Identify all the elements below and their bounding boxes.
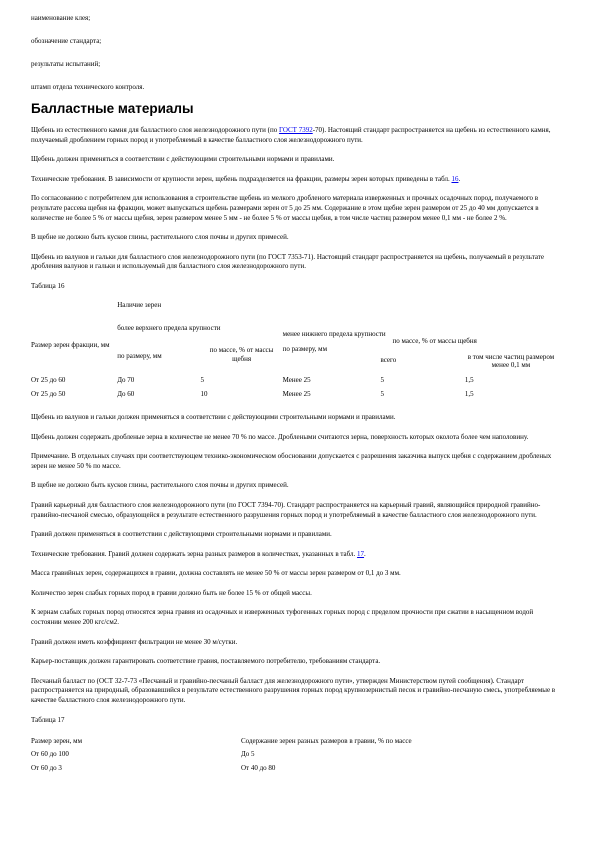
table-16 [31, 301, 557, 401]
paragraph-crushed-grains: Щебень должен содержать дробленые зерна в количестве не менее 70 % по массе. Дроблеными считаются зерна, поверхность которых околота более чем наполовину. [31, 432, 529, 441]
table-cell: 5 [200, 375, 205, 384]
table16-header-size: Размер зерен фракции, мм [31, 340, 110, 349]
field-test-results: результаты испытаний; [31, 60, 101, 68]
paragraph-weak-rocks-def: К зернам слабых горных пород относятся зерна гравия из осадочных и изверженных туфогенных горных пород с пределом прочности при сжатии в насыщенном водой состоянии менее 200 кгс/см2. [31, 608, 534, 627]
link-table-17[interactable]: 17 [357, 549, 365, 558]
table16-header-lower-mass: по массе, % от массы щебня [392, 336, 477, 345]
table-cell: 10 [200, 389, 208, 398]
table17-header-size: Размер зерен, мм [31, 736, 83, 745]
paragraph-weak-rocks: Количество зерен слабых горных пород в гравии должно быть не более 15 % от общей массы. [31, 588, 312, 597]
table-cell: От 40 до 80 [241, 763, 276, 772]
paragraph-impurities: В щебне не должно быть кусков глины, растительного слоя почвы и других примесей. [31, 233, 289, 242]
paragraph-impurities-2: В щебне не должно быть кусков глины, растительного слоя почвы и других примесей. [31, 481, 289, 490]
table-cell: 1,5 [464, 389, 474, 398]
paragraph-note: Примечание. В отдельных случаях при соответствующем технико-экономическом обосновании допускается с разрешения заказчика выпуск щебня с содержанием дробленых зерен не менее 50 % по массе. [31, 452, 552, 470]
table16-header-upper-mass: по массе, % от массы щебня [209, 345, 274, 363]
table16-header-lower: менее нижнего предела крупности [282, 330, 386, 339]
link-gost-7392[interactable]: ГОСТ 7392 [278, 126, 313, 134]
table-cell: От 25 до 60 [31, 375, 66, 384]
paragraph-gravel: Гравий карьерный для балластного слоя железнодорожного пути (по ГОСТ 7394-70). Стандарт распространяется на карьерный гравий, являющийся природной гравийно-гравийно-песчаной смесью, образующейся в результате естественного разрушения горных пород и употребляемый в качестве балластного слоя железнодорожного пути. [31, 500, 541, 519]
field-standard: обозначение стандарта; [31, 37, 102, 45]
table-row [31, 387, 557, 401]
table-cell: 5 [380, 389, 384, 398]
table-cell: 1,5 [464, 375, 474, 384]
label-fields [31, 14, 557, 92]
paragraph-tech-req: Технические требования. В зависимости от крупности зерен, щебень подразделяется на фракции, размеры зерен которых приведены в табл. 16. [31, 174, 461, 183]
paragraph-quarry: Карьер-поставщик должен гарантировать соответствие гравия, поставляемого потребителю, требованиям стандарта. [31, 657, 381, 666]
field-adhesive-name: наименование клея; [31, 14, 91, 22]
paragraph-crushed-stone: Щебень из естественного камня для балластного слоя железнодорожного пути (по ГОСТ 7392-70). Настоящий стандарт распространяется на щебень из естественного камня, получаемый дроблением горных пород и употребляемый в качестве балластного слоя железнодорожного пути. [31, 126, 551, 144]
paragraph-norms: Щебень должен применяться в соответствии с действующими строительными нормами и правилами. [31, 155, 335, 164]
section-heading: Балластные материалы [31, 101, 194, 116]
document-page [31, 14, 557, 775]
table16-header-upper: более верхнего предела крупности [117, 324, 221, 333]
table-row [31, 762, 557, 776]
paragraph-gravel-norms: Гравий должен применяться в соответствии с действующими строительными нормами и правилами. [31, 530, 332, 539]
table-cell: До 60 [117, 389, 135, 398]
table-header-row [31, 735, 557, 749]
table-row [31, 373, 557, 387]
table16-header-upper-size: по размеру, мм [117, 351, 162, 360]
paragraph-gravel-mass: Масса гравийных зерен, содержащихся в гравии, должна составлять не менее 50 % от массы зерен размером от 0,1 до 3 мм. [31, 569, 401, 578]
table-cell: От 60 до 100 [31, 750, 69, 759]
table16-header-lower-fine: в том числе частиц размером менее 0,1 мм [467, 352, 555, 370]
table-cell: До 70 [117, 375, 135, 384]
table16-header-lower-size: по размеру, мм [282, 344, 328, 353]
paragraph-boulders-norms: Щебень из валунов и гальки должен применяться в соответствии с действующими строительными нормами и правилами. [31, 412, 396, 421]
table-cell: До 5 [241, 750, 255, 759]
paragraph-sand-ballast: Песчаный балласт по (ОСТ 32-7-73 «Песчаный и гравийно-песчаный балласт для железнодорожного пути», утвержден Министерством путей сообщения). Стандарт распространяется на природный, образовавшийся в результате естественного разрушения горных пород крупнозернистый песок и гравийно-песчаную смесь, употребляемые в качестве балластного слоя железнодорожного пути. [31, 676, 556, 705]
table-cell: Менее 25 [282, 375, 311, 384]
table17-caption: Таблица 17 [31, 715, 65, 724]
paragraph-boulders: Щебень из валунов и гальки для балластного слоя железнодорожного пути (по ГОСТ 7353-71). Настоящий стандарт распространяется на щебень, получаемый в результате дробления валунов и гальки и используемый для балластного слоя железнодорожного пути. [31, 252, 544, 271]
table-cell: Менее 25 [282, 389, 311, 398]
table-row [31, 748, 557, 762]
table-cell: От 25 до 50 [31, 389, 66, 398]
paragraph-filtration: Гравий должен иметь коэффициент фильтрации не менее 30 м/сутки. [31, 637, 238, 646]
table16-caption: Таблица 16 [31, 281, 65, 290]
table17-header-content: Содержание зерен разных размеров в гравии, % по массе [241, 736, 412, 745]
table-cell: 5 [380, 375, 384, 384]
link-table-16[interactable]: 16 [451, 174, 459, 183]
table16-header-content: Наличие зерен [117, 300, 162, 309]
table-cell: От 60 до 3 [31, 763, 62, 772]
paragraph-gravel-tech: Технические требования. Гравий должен содержать зерна разных размеров в количествах, указанных в табл. 17. [31, 549, 366, 558]
field-qc-stamp: штамп отдела технического контроля. [31, 83, 145, 91]
paragraph-fine-stone: По согласованию с потребителем для использования в строительстве щебень из мелкого дробленого материала изверженных и прочных осадочных пород, получаемого в результате рассева щебня на фракции, может выпускаться щебень размерами зерен от 5 до 25 мм. Содержание в этом щебне зерен размером от 25 до 40 мм допускается в количестве не более 5 % от массы щебня, зерен размером менее 5 мм - не более 5 % от массы щебня, в том числе частиц размером менее 0,1 мм - не более 2 %. [31, 194, 539, 222]
table-17 [31, 735, 557, 776]
table16-header-lower-total: всего [380, 355, 397, 364]
